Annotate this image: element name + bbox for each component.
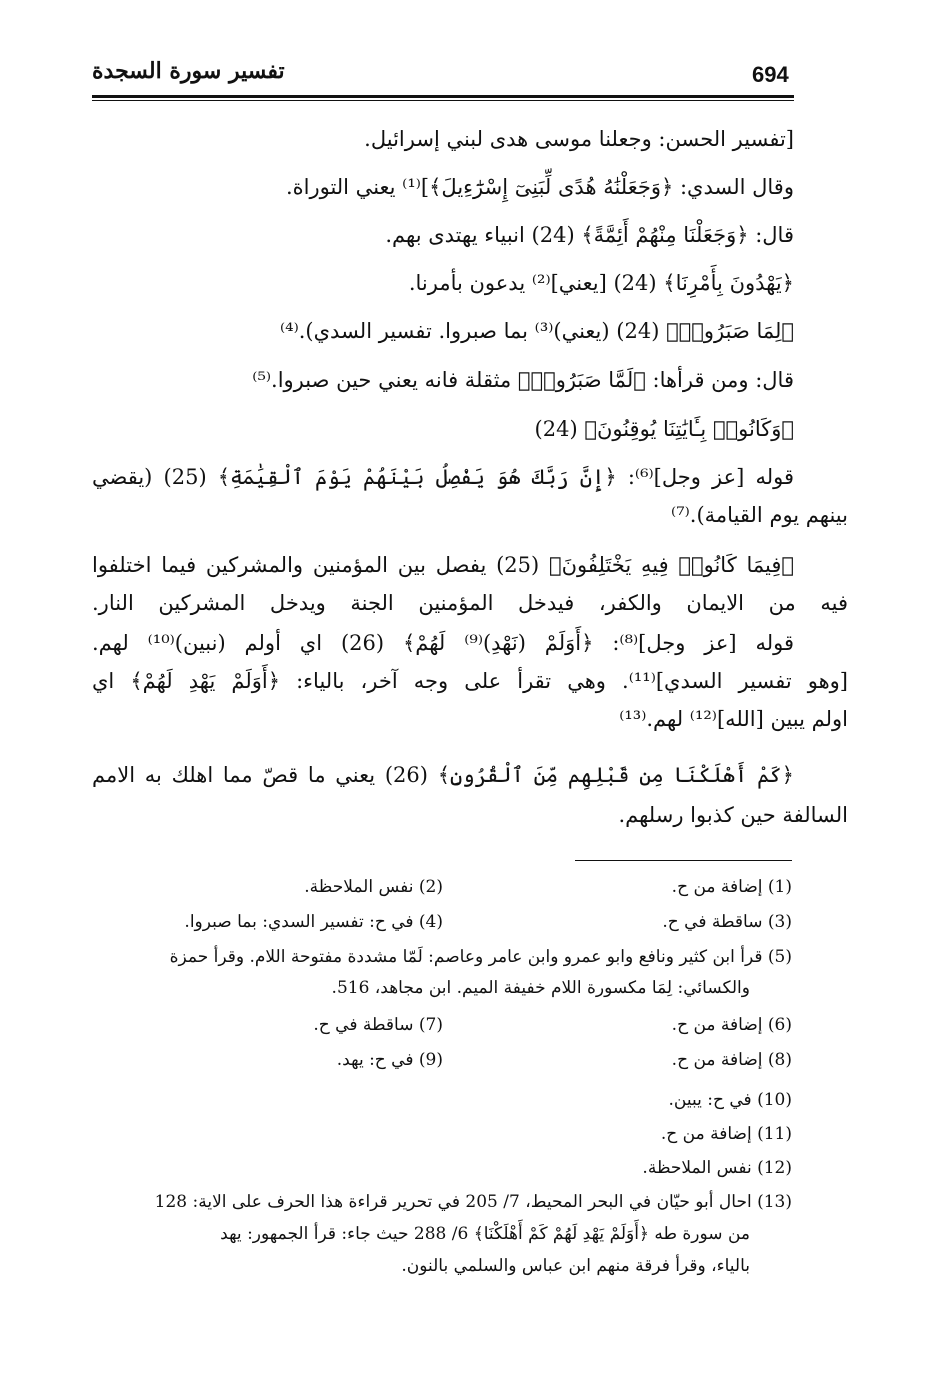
footnote: (8) إضافة من ح. [671, 1050, 792, 1070]
footnote: (9) في ح: يهد. [336, 1050, 443, 1070]
footnote: (1) إضافة من ح. [671, 877, 792, 897]
footnote: (2) نفس الملاحظة. [304, 877, 443, 897]
footnote: (5) قرأ ابن كثير ونافع وابو عمرو وابن عامر وعاصم: لَمّا مشددة مفتوحة اللام. وقرأ حمزة [169, 947, 792, 967]
body-line: ﴿كَمْ أَهْلَكْنَا مِن قَبْلِهِم مِّنَ ٱلْقُرُونِ﴾ (26) يعني ما قصّ مما اهلك به الامم [92, 763, 794, 787]
footnote: بالياء، وقرأ فرقة منهم ابن عباس والسلمي بالنون. [401, 1256, 750, 1276]
body-line: ﴿وَكَانُوا۟ بِـَٔايَٰتِنَا يُوقِنُونَ﴾ (24) [534, 417, 794, 441]
header-rule-thin [92, 100, 794, 101]
body-line: اولم يبين [الله]⁽¹²⁾ لهم.⁽¹³⁾ [619, 707, 848, 731]
body-line: وقال السدي: ﴿وَجَعَلْنَٰهُ هُدًى لِّبَنِىٓ إِسْرَٰٓءِيلَ﴾]⁽¹⁾ يعني التوراة. [285, 175, 794, 199]
footnote-separator [575, 860, 792, 861]
body-line: قوله [عز وجل]⁽⁶⁾: ﴿إِنَّ رَبَّكَ هُوَ يَفْصِلُ بَيْنَهُمْ يَوْمَ ٱلْقِيَٰمَةِ﴾ (25) (يقضي [92, 465, 794, 489]
body-line: [وهو تفسير السدي]⁽¹¹⁾. وهي تقرأ على وجه آخر، بالياء: ﴿أَوَلَمْ يَهْدِ لَهُمْ﴾ اي [92, 669, 849, 693]
footnote: (3) ساقطة في ح. [662, 912, 792, 932]
footnote: (11) إضافة من ح. [660, 1124, 792, 1144]
body-line: السالفة حين كذبوا رسلهم. [618, 803, 848, 827]
body-line: ﴿لِمَا صَبَرُوا۟﴾ (24) (يعني)⁽³⁾ بما صبروا. تفسير السدي).⁽⁴⁾ [279, 319, 794, 343]
footnote: (10) في ح: يبين. [668, 1090, 792, 1110]
footnote: (13) احال أبو حيّان في البحر المحيط، 7/ 205 في تحرير قراءة هذا الحرف على الاية: 128 [154, 1192, 792, 1212]
body-line: قال: ﴿وَجَعَلْنَا مِنْهُمْ أَئِمَّةً﴾ (24) انبياء يهتدى بهم. [385, 223, 794, 247]
running-header-title: تفسير سورة السجدة [92, 58, 285, 84]
footnote: (12) نفس الملاحظة. [642, 1158, 792, 1178]
body-line: بينهم يوم القيامة).⁽⁷⁾ [671, 503, 848, 527]
body-line: فيه من الايمان والكفر، فيدخل المؤمنين الجنة ويدخل المشركين النار. [92, 591, 848, 615]
body-line: [تفسير الحسن: وجعلنا موسى هدى لبني إسرائيل. [364, 127, 794, 151]
header-rule [92, 95, 794, 98]
body-line: قال: ومن قرأها: ﴿لَمَّا صَبَرُوا۟﴾ مثقلة فانه يعني حين صبروا.⁽⁵⁾ [252, 368, 794, 392]
body-line: قوله [عز وجل]⁽⁸⁾: ﴿أَوَلَمْ (نَهْدِ)⁽⁹⁾ لَهُمْ﴾ (26) اي أولم (نبين)⁽¹⁰⁾ لهم. [92, 631, 795, 655]
footnote: والكسائي: لِمَا مكسورة اللام خفيفة الميم. ابن مجاهد، 516. [331, 978, 750, 998]
page-number: 694 [752, 62, 789, 87]
body-line: ﴿فِيمَا كَانُوا۟ فِيهِ يَخْتَلِفُونَ﴾ (25) يفصل بين المؤمنين والمشركين فيما اختلفوا [92, 553, 795, 577]
body-line: ﴿يَهْدُونَ بِأَمْرِنَا﴾ (24) [يعني]⁽²⁾ يدعون بأمرنا. [408, 271, 794, 295]
footnote: (7) ساقطة في ح. [313, 1015, 443, 1035]
footnote: (6) إضافة من ح. [671, 1015, 792, 1035]
footnote: من سورة طه ﴿أَوَلَمْ يَهْدِ لَهُمْ كَمْ أَهْلَكْنَا﴾ 6/ 288 حيث جاء: قرأ الجمهور: يهد [220, 1224, 750, 1244]
footnote: (4) في ح: تفسير السدي: بما صبروا. [184, 912, 443, 932]
